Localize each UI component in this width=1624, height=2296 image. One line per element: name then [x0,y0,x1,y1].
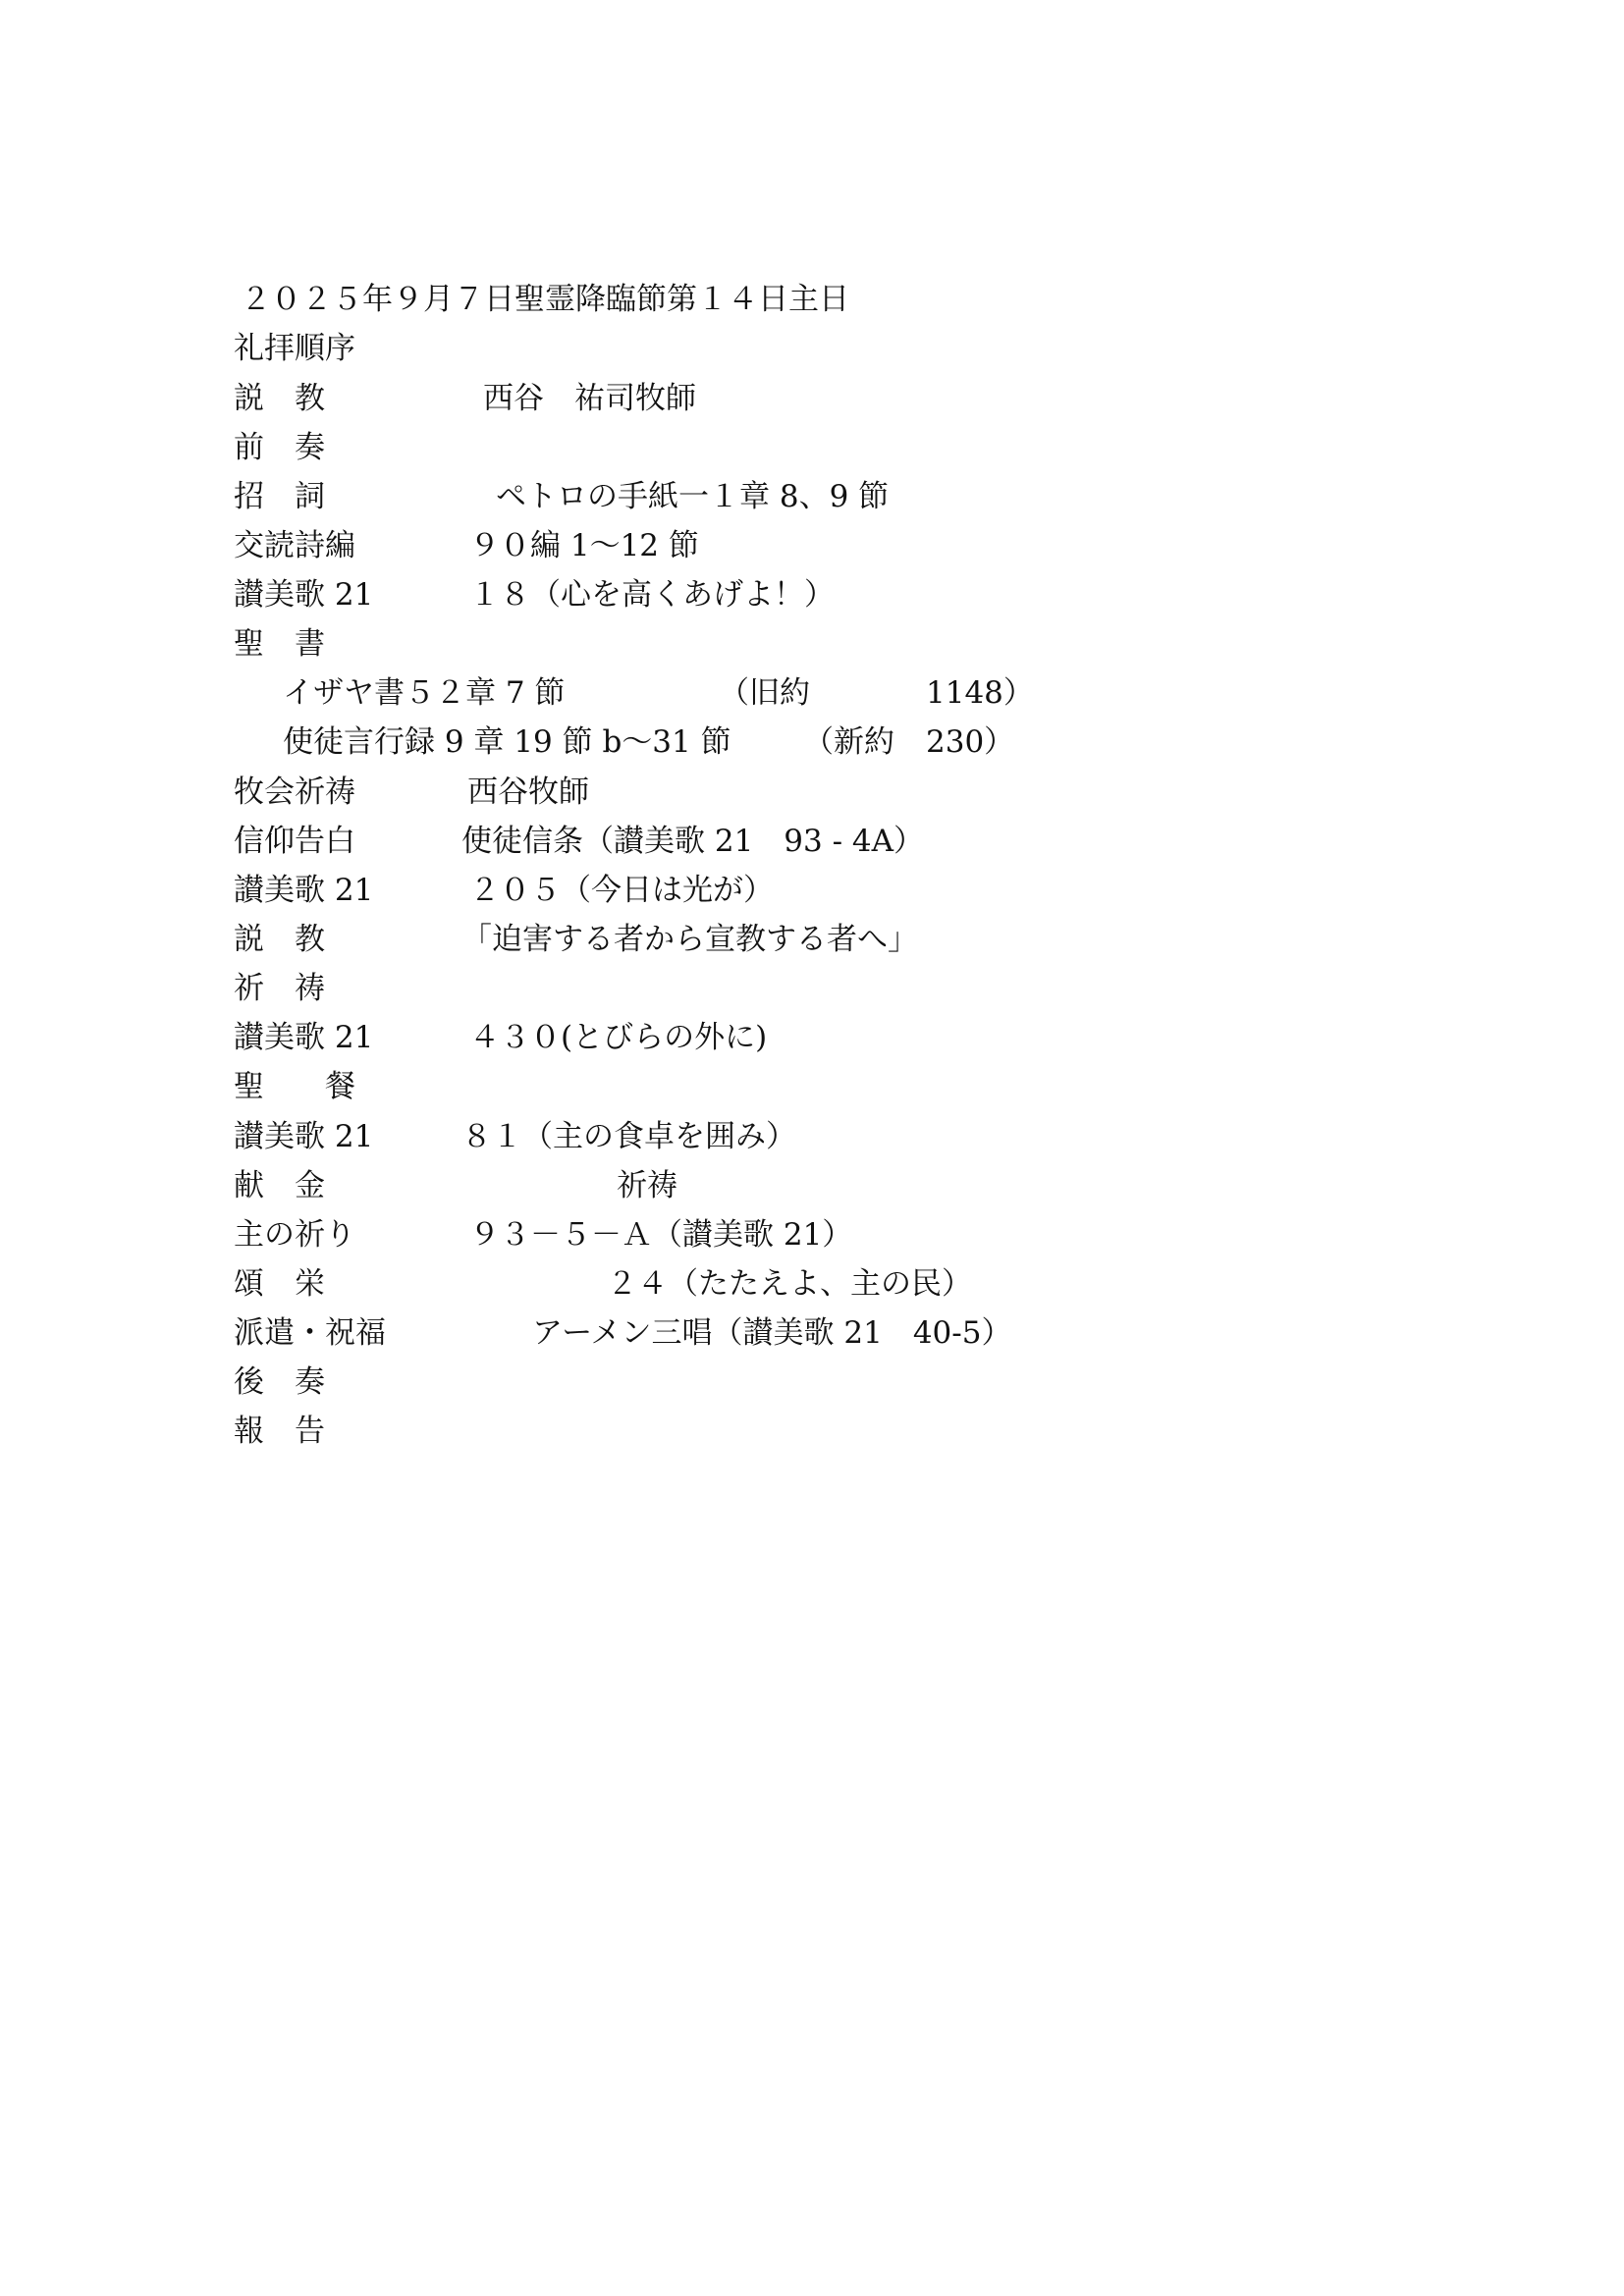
item-label: 後 奏 [234,1364,325,1400]
item-label: 献 金 [234,1168,325,1203]
page-number: 1148） [926,675,1034,711]
list-item [0,374,1624,423]
item-label: 頌 栄 [234,1266,325,1302]
item-label: 派遣・祝福 [234,1315,386,1351]
item-value: ８１（主の食卓を囲み） [461,1119,796,1154]
item-label: 交読詩編 [234,528,355,563]
item-value: 祈祷 [617,1168,677,1203]
list-item [0,866,1624,915]
item-label: 報 告 [234,1414,325,1449]
item-label: 牧会祈祷 [234,774,355,810]
item-label: 聖 書 [234,626,325,662]
list-item [0,521,1624,570]
list-item [0,668,1624,718]
list-item [0,1407,1624,1456]
item-value: 西谷 祐司牧師 [483,381,696,416]
item-value: 「迫害する者から宣教する者へ」 [461,922,918,957]
testament-label: （旧約 [719,675,810,711]
list-item [0,472,1624,521]
list-item [0,1112,1624,1161]
list-item [0,423,1624,472]
item-value: イザヤ書５２章 7 節 [283,675,566,711]
list-item [0,718,1624,767]
list-item [0,1161,1624,1210]
testament-label: （新約 [803,724,894,760]
item-label: 祈 祷 [234,971,325,1006]
item-label: 前 奏 [234,430,325,465]
order-title [0,324,1624,373]
item-value: ２４（たたえよ、主の民） [607,1266,972,1302]
item-value: ４３０(とびらの外に) [469,1020,768,1055]
item-value: 西谷牧師 [467,774,589,810]
list-item [0,1062,1624,1111]
item-value: ２０５（今日は光が） [469,873,774,908]
item-label: 讃美歌 21 [234,577,374,613]
date-heading [0,275,1624,324]
list-item [0,964,1624,1013]
list-item [0,1210,1624,1259]
item-label: 招 詞 [234,479,325,514]
list-item [0,817,1624,866]
list-item [0,915,1624,964]
page-number: 230） [926,724,1015,760]
item-label: 讃美歌 21 [234,1020,374,1055]
item-label: 讃美歌 21 [234,873,374,908]
list-item [0,619,1624,668]
item-value: ９０編 1～12 節 [469,528,699,563]
list-item [0,1259,1624,1308]
item-value: ９３－５－Ａ（讃美歌 21） [469,1217,853,1253]
item-value: ペトロの手紙一１章 8、9 節 [496,479,890,514]
item-value: 使徒言行録 9 章 19 節 b～31 節 [283,724,731,760]
item-label: 説 教 [234,922,325,957]
date-text: ２０２５年９月７日聖霊降臨節第１４日主日 [241,282,849,317]
item-value: １８（心を高くあげよ！） [469,577,835,613]
item-label: 讃美歌 21 [234,1119,374,1154]
list-item [0,768,1624,817]
item-value: 使徒信条（讃美歌 21 93 - 4A） [461,824,925,859]
order-title-text: 礼拝順序 [234,331,355,366]
item-label: 信仰告白 [234,824,355,859]
item-label: 聖 餐 [234,1069,355,1104]
list-item [0,1308,1624,1358]
item-label: 説 教 [234,381,325,416]
item-value: アーメン三唱（讃美歌 21 40-5） [532,1315,1012,1351]
item-label: 主の祈り [234,1217,355,1253]
list-item [0,1013,1624,1062]
list-item [0,570,1624,619]
list-item [0,1358,1624,1407]
